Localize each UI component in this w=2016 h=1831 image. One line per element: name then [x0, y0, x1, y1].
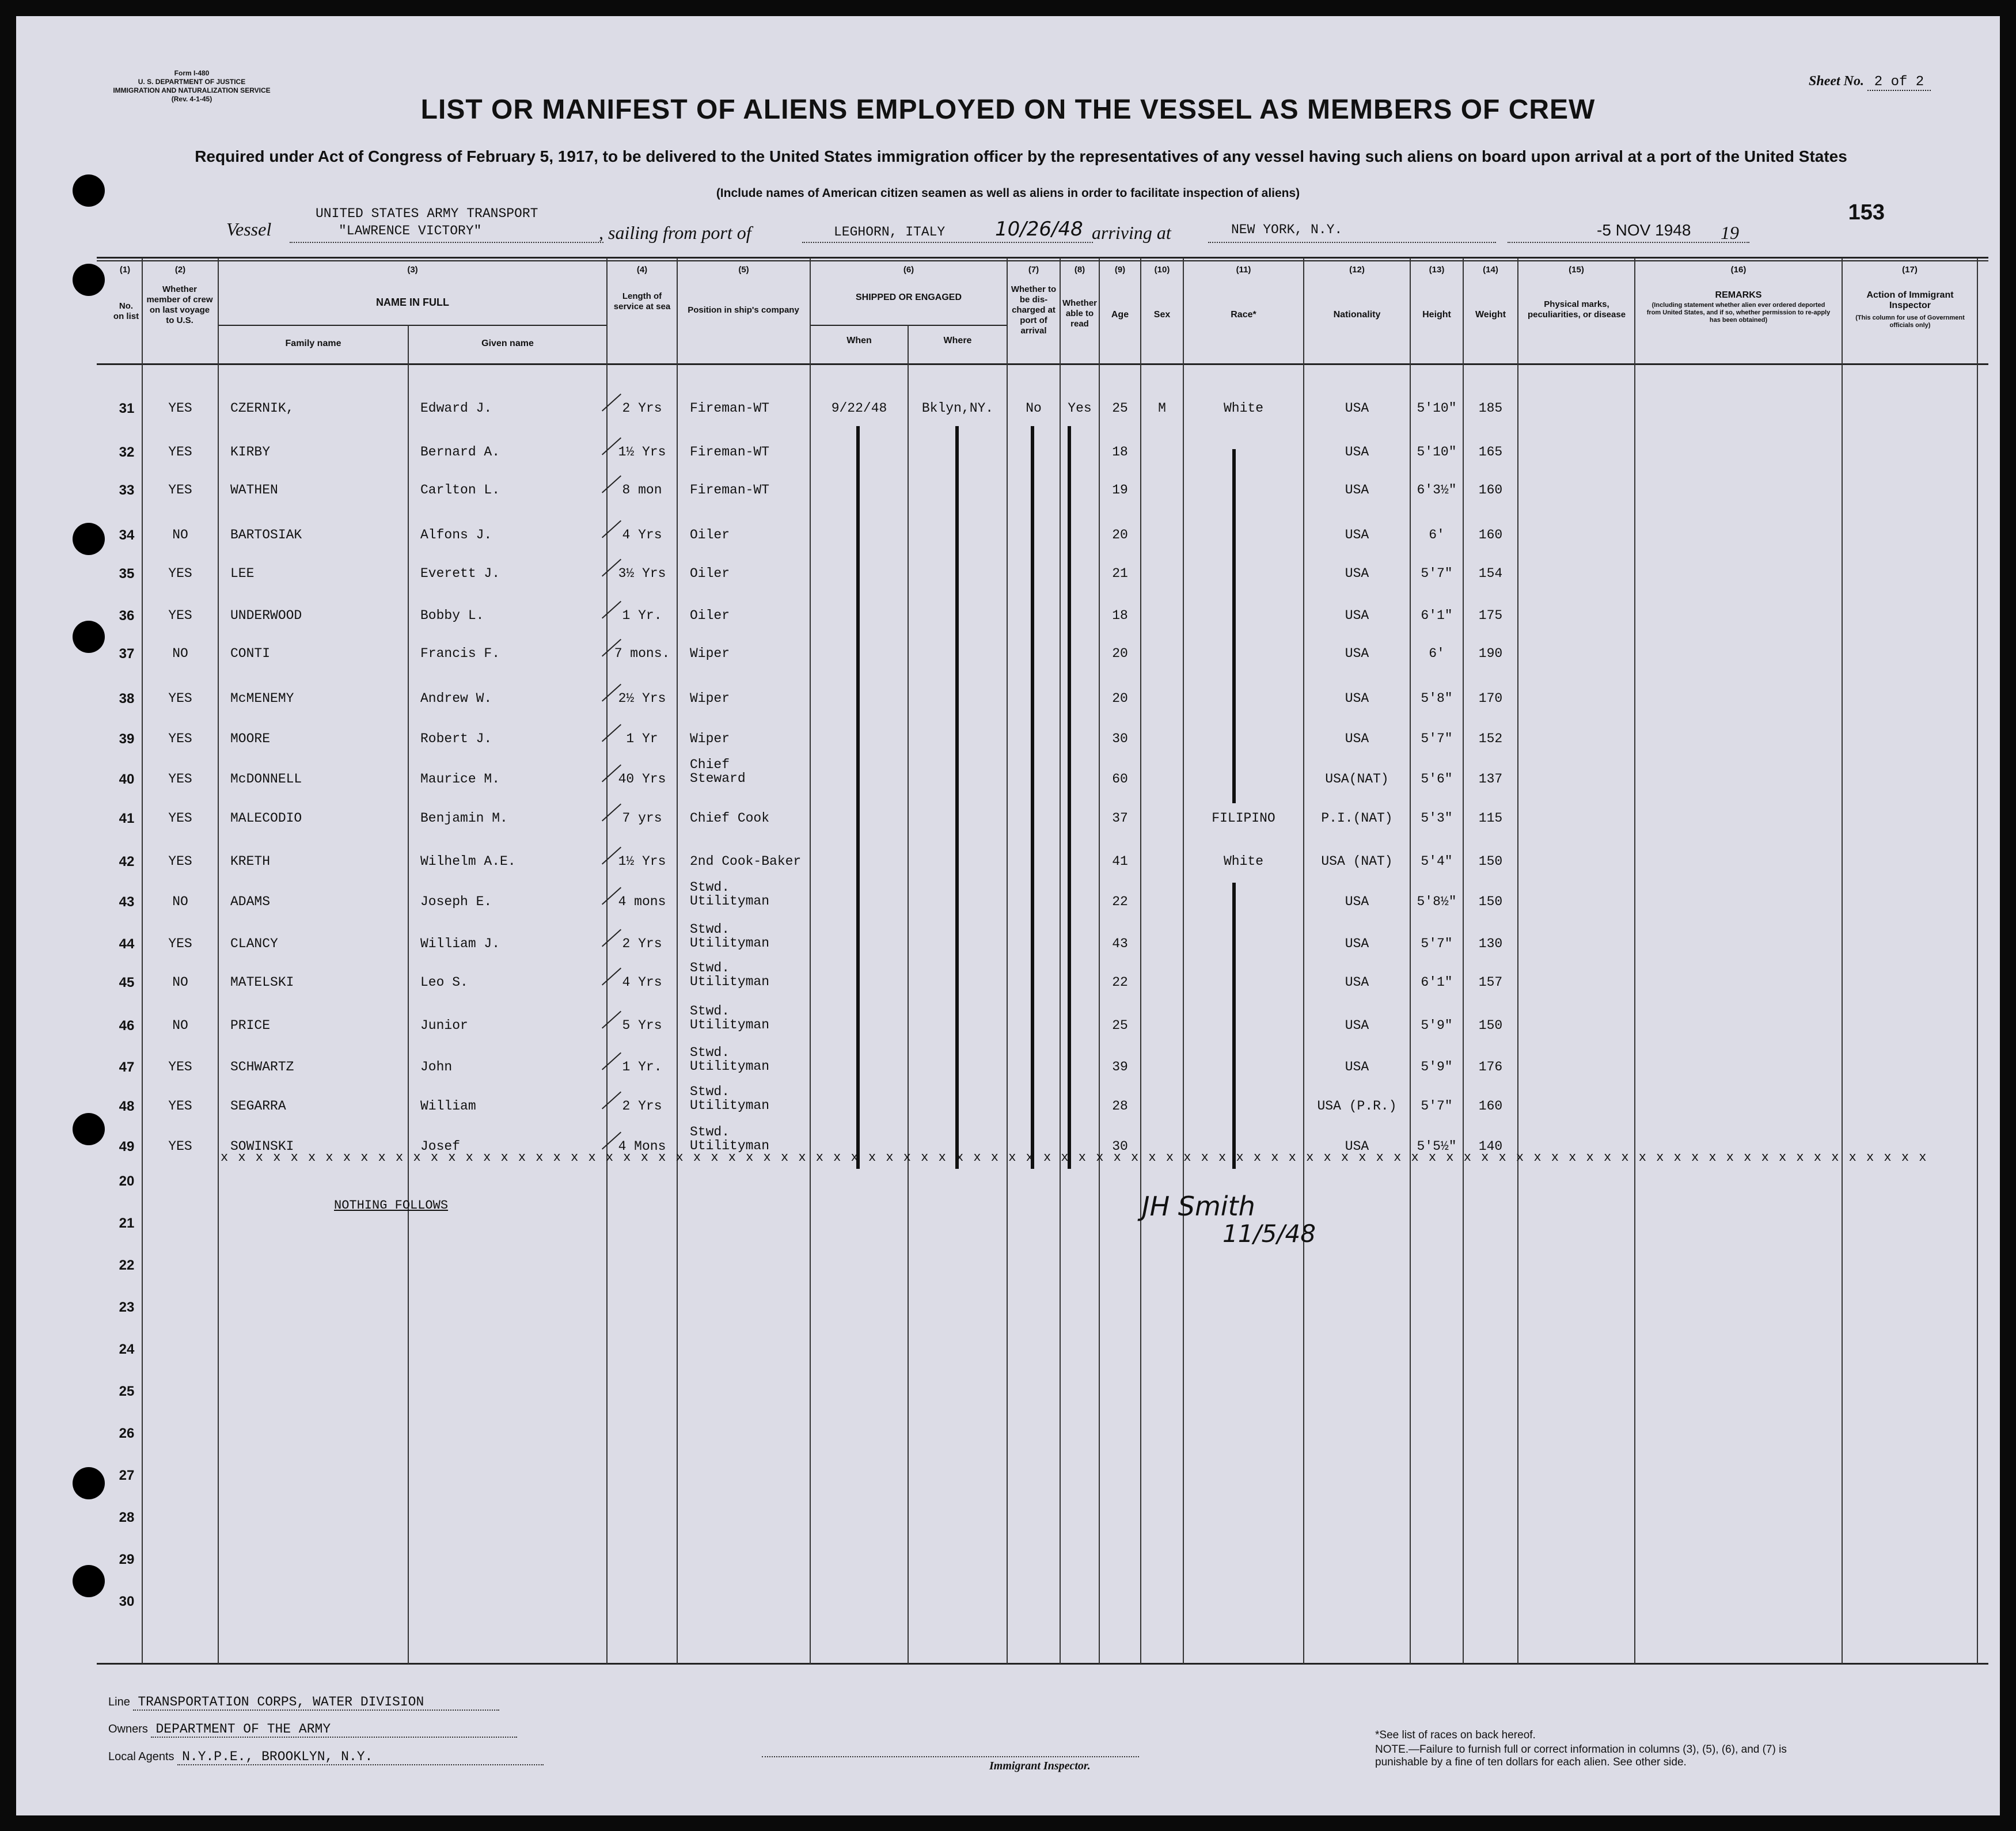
cell-member: YES [168, 401, 192, 416]
inspector-date: 11/5/48 [1222, 1220, 1316, 1248]
cell-height: 6'1" [1421, 975, 1453, 990]
cell-age: 43 [1112, 936, 1128, 951]
cell-age: 18 [1112, 608, 1128, 623]
vessel-name-line2: "LAWRENCE VICTORY" [339, 223, 482, 238]
header-discharged: Whether to be dis-charged at port of arrival [1011, 284, 1057, 336]
arrival-date-stamp: -5 NOV 1948 [1597, 221, 1691, 239]
cell-race: FILIPINO [1212, 811, 1275, 826]
form-number: Form I-480 [174, 69, 210, 77]
cell-height: 5'9" [1421, 1059, 1453, 1074]
cell-race: White [1223, 401, 1263, 416]
owners-value: DEPARTMENT OF THE ARMY [151, 1722, 517, 1738]
cell-nationality: USA [1345, 975, 1369, 990]
cell-nationality: USA [1345, 731, 1369, 746]
cell-position: 2nd Cook-Baker [690, 854, 802, 869]
col-num-2: (2) [174, 265, 186, 275]
col-num-16: (16) [1730, 265, 1747, 275]
vessel-name-line1: UNITED STATES ARMY TRANSPORT [316, 206, 538, 221]
cell-age: 22 [1112, 894, 1128, 909]
cell-member: YES [168, 772, 192, 787]
cell-no: 42 [119, 854, 135, 869]
sailing-label: , sailing from port of [599, 222, 751, 243]
cell-position: Fireman-WT [690, 483, 770, 497]
cell-height: 5'10" [1417, 401, 1457, 416]
cell-height: 5'7" [1421, 936, 1453, 951]
cell-no: 37 [119, 646, 135, 662]
header-name-in-full: NAME IN FULL [376, 297, 449, 308]
col-num-3: (3) [407, 265, 418, 275]
cell-age: 60 [1112, 772, 1128, 787]
cell-position: Stwd. Utilityman [690, 922, 770, 951]
cell-member: NO [172, 975, 188, 990]
header-age: Age [1111, 310, 1129, 320]
revision: (Rev. 4-1-45) [171, 95, 212, 103]
cell-where: Bklyn,NY. [921, 401, 994, 416]
cell-height: 5'10" [1417, 445, 1457, 459]
cell-weight: 150 [1478, 894, 1503, 909]
cell-height: 6'1" [1421, 608, 1453, 623]
header-weight: Weight [1475, 310, 1506, 320]
cell-member: YES [168, 731, 192, 746]
header-sex: Sex [1153, 310, 1171, 320]
cell-height: 5'7" [1421, 731, 1453, 746]
cell-nationality: USA [1345, 445, 1369, 459]
cell-given: William J. [420, 936, 500, 951]
cell-member: NO [172, 527, 188, 542]
cell-given: Edward J. [420, 401, 492, 416]
cell-member: NO [172, 894, 188, 909]
col-num-11: (11) [1236, 265, 1251, 275]
cell-sex: M [1158, 401, 1166, 416]
footer-owners [108, 1722, 517, 1738]
cell-member: YES [168, 566, 192, 581]
cell-position: Wiper [690, 731, 730, 746]
cell-given: Maurice M. [420, 772, 500, 787]
line-label: Line [108, 1696, 130, 1708]
year-prefix: 19 [1721, 222, 1739, 243]
cell-family: WATHEN [230, 483, 278, 497]
cell-service: 1½ Yrs [618, 854, 666, 869]
cell-weight: 175 [1478, 608, 1503, 623]
cell-nationality: USA(NAT) [1325, 772, 1389, 787]
page-number: 153 [1848, 200, 1885, 225]
cell-weight: 152 [1478, 731, 1503, 746]
cell-weight: 137 [1478, 772, 1503, 787]
cell-service: 4 Yrs [622, 975, 662, 990]
cell-height: 6' [1429, 527, 1445, 542]
cell-weight: 150 [1478, 854, 1503, 869]
cell-nationality: P.I.(NAT) [1321, 811, 1393, 826]
cell-given: Wilhelm A.E. [420, 854, 516, 869]
cell-position: Chief Cook [690, 811, 770, 826]
cell-service: 5 Yrs [622, 1018, 662, 1033]
cell-no: 43 [119, 894, 135, 910]
cell-no: 36 [119, 608, 135, 624]
cell-weight: 154 [1478, 566, 1503, 581]
cell-weight: 185 [1478, 401, 1503, 416]
ditto-mark [955, 426, 959, 1169]
cell-height: 5'5½" [1417, 1139, 1457, 1154]
cell-no: 32 [119, 445, 135, 460]
header-length-service: Length of service at sea [613, 291, 671, 312]
document-title: LIST OR MANIFEST OF ALIENS EMPLOYED ON THE VESSEL AS MEMBERS OF CREW [420, 94, 1596, 125]
cell-no: 40 [119, 772, 135, 787]
cell-family: MATELSKI [230, 975, 294, 990]
cell-race: White [1223, 854, 1263, 869]
cell-service: 4 Yrs [622, 527, 662, 542]
cell-member: YES [168, 811, 192, 826]
cell-read: Yes [1068, 401, 1092, 416]
cell-no: 48 [119, 1099, 135, 1114]
col-num-12: (12) [1349, 265, 1365, 275]
cell-no: 44 [119, 936, 135, 952]
cell-member: YES [168, 1099, 192, 1114]
cell-age: 25 [1112, 1018, 1128, 1033]
col-num-4: (4) [636, 265, 648, 275]
header-position: Position in ship's company [688, 305, 799, 315]
cell-age: 19 [1112, 483, 1128, 497]
line-number: 26 [119, 1426, 135, 1441]
line-number: 29 [119, 1552, 135, 1567]
cell-age: 39 [1112, 1059, 1128, 1074]
cell-height: 5'9" [1421, 1018, 1453, 1033]
arrival-port: NEW YORK, N.Y. [1231, 222, 1343, 237]
cell-no: 47 [119, 1059, 135, 1075]
cell-given: Joseph E. [420, 894, 492, 909]
agents-value: N.Y.P.E., BROOKLYN, N.Y. [177, 1749, 544, 1765]
cell-member: YES [168, 854, 192, 869]
cell-no: 46 [119, 1018, 135, 1034]
line-number: 30 [119, 1594, 135, 1609]
cell-family: KRETH [230, 854, 271, 869]
cell-no: 49 [119, 1139, 135, 1154]
cell-no: 39 [119, 731, 135, 747]
cell-family: SEGARRA [230, 1099, 286, 1114]
cell-family: CZERNIK, [230, 401, 294, 416]
ditto-mark [856, 426, 860, 1169]
cell-position: Stwd. Utilityman [690, 1125, 770, 1153]
cell-position: Stwd. Utilityman [690, 1084, 770, 1113]
include-note: (Include names of American citizen seamen as well as aliens in order to facilitate inspection of aliens) [716, 187, 1300, 200]
header-action-sub: (This column for use of Government officials only) [1855, 314, 1965, 329]
cell-nationality: USA [1345, 527, 1369, 542]
ditto-mark [1232, 883, 1236, 1169]
line-number: 23 [119, 1300, 135, 1315]
col-num-10: (10) [1154, 265, 1170, 275]
requirement-text: Required under Act of Congress of February 5, 1917, to be delivered to the United States immigration officer by the representatives of any vessel having such aliens on board upon arrival at a port of the United States [195, 147, 1847, 165]
header-remarks: REMARKS [1715, 290, 1762, 300]
cell-service: 2½ Yrs [618, 691, 666, 706]
cell-height: 5'3" [1421, 811, 1453, 826]
header-race: Race* [1231, 310, 1256, 320]
inspector-signature: JH Smith [1142, 1191, 1255, 1222]
cell-position: Oiler [690, 608, 730, 623]
cell-nationality: USA [1345, 483, 1369, 497]
ditto-mark [1031, 426, 1034, 1169]
cell-height: 5'8½" [1417, 894, 1457, 909]
cell-member: YES [168, 936, 192, 951]
cell-service: 4 Mons [618, 1139, 666, 1154]
cell-member: YES [168, 483, 192, 497]
cell-age: 22 [1112, 975, 1128, 990]
cell-age: 20 [1112, 527, 1128, 542]
footer-agents [108, 1749, 544, 1765]
punch-hole [73, 621, 105, 653]
cell-member: YES [168, 608, 192, 623]
cell-nationality: USA (P.R.) [1317, 1099, 1397, 1114]
cell-age: 18 [1112, 445, 1128, 459]
cell-position: Wiper [690, 691, 730, 706]
cell-age: 28 [1112, 1099, 1128, 1114]
cell-position: Fireman-WT [690, 445, 770, 459]
cell-weight: 176 [1478, 1059, 1503, 1074]
cell-nationality: USA [1345, 936, 1369, 951]
cell-no: 38 [119, 691, 135, 706]
cell-family: McMENEMY [230, 691, 294, 706]
immigrant-inspector-label: Immigrant Inspector. [989, 1760, 1091, 1772]
cell-service: 2 Yrs [622, 936, 662, 951]
cell-when: 9/22/48 [831, 401, 887, 416]
sheet-number [1809, 74, 1931, 91]
cell-weight: 190 [1478, 646, 1503, 661]
cell-given: Bobby L. [420, 608, 484, 623]
line-number: 28 [119, 1510, 135, 1525]
cell-height: 5'7" [1421, 566, 1453, 581]
col-num-5: (5) [738, 265, 749, 275]
cell-height: 5'7" [1421, 1099, 1453, 1114]
header-where: Where [943, 336, 972, 345]
cell-weight: 130 [1478, 936, 1503, 951]
cell-given: Junior [420, 1018, 468, 1033]
ditto-mark [1068, 426, 1071, 1169]
cell-family: UNDERWOOD [230, 608, 302, 623]
cell-family: MALECODIO [230, 811, 302, 826]
cell-no: 34 [119, 527, 135, 543]
cell-family: PRICE [230, 1018, 271, 1033]
cell-weight: 170 [1478, 691, 1503, 706]
cell-no: 41 [119, 811, 135, 826]
cell-age: 30 [1112, 731, 1128, 746]
cell-family: CLANCY [230, 936, 278, 951]
cell-no: 31 [119, 401, 135, 416]
cell-family: CONTI [230, 646, 271, 661]
cell-service: 7 yrs [622, 811, 662, 826]
cell-nationality: USA [1345, 691, 1369, 706]
cell-family: McDONNELL [230, 772, 302, 787]
cell-given: Alfons J. [420, 527, 492, 542]
punch-hole [73, 1467, 105, 1499]
cell-given: Francis F. [420, 646, 500, 661]
cell-position: Oiler [690, 566, 730, 581]
cell-weight: 165 [1478, 445, 1503, 459]
cell-nationality: USA [1345, 1059, 1369, 1074]
header-given-name: Given name [481, 339, 534, 348]
col-num-15: (15) [1569, 265, 1584, 275]
header-when: When [846, 336, 872, 345]
cell-position: Stwd. Utilityman [690, 1004, 770, 1032]
cell-height: 5'6" [1421, 772, 1453, 787]
col-num-6: (6) [903, 265, 914, 275]
sheet-value: 2 of 2 [1867, 74, 1931, 91]
cell-family: SOWINSKI [230, 1139, 294, 1154]
cell-nationality: USA [1345, 646, 1369, 661]
departure-port: LEGHORN, ITALY [834, 225, 946, 240]
header-action: Action of Immigrant Inspector [1866, 290, 1954, 310]
cell-given: Benjamin M. [420, 811, 508, 826]
cell-family: ADAMS [230, 894, 271, 909]
cell-family: LEE [230, 566, 255, 581]
cell-weight: 115 [1478, 811, 1503, 826]
col-num-9: (9) [1114, 265, 1126, 275]
penalty-note: NOTE.—Failure to furnish full or correct information in columns (3), (5), (6), and (7) is punishable by a fine of ten dollars for each alien. See other side. [1375, 1743, 1787, 1768]
cell-member: YES [168, 1139, 192, 1154]
owners-label: Owners [108, 1723, 148, 1735]
header-family-name: Family name [285, 339, 341, 348]
cell-member: YES [168, 445, 192, 459]
cell-service: 2 Yrs [622, 401, 662, 416]
cell-service: 7 mons. [614, 646, 670, 661]
cell-nationality: USA (NAT) [1321, 854, 1393, 869]
cell-position: Chief Steward [690, 757, 746, 786]
cell-age: 37 [1112, 811, 1128, 826]
cell-nationality: USA [1345, 566, 1369, 581]
cell-member: NO [172, 646, 188, 661]
cell-service: 1 Yr. [622, 608, 662, 623]
cell-service: 4 mons [618, 894, 666, 909]
line-value: TRANSPORTATION CORPS, WATER DIVISION [133, 1695, 499, 1711]
cell-nationality: USA [1345, 1139, 1369, 1154]
arriving-label: arriving at [1092, 222, 1171, 243]
cell-discharge: No [1026, 401, 1042, 416]
cell-family: KIRBY [230, 445, 271, 459]
cell-service: 1 Yr [626, 731, 658, 746]
cell-weight: 150 [1478, 1018, 1503, 1033]
service: IMMIGRATION AND NATURALIZATION SERVICE [113, 86, 271, 94]
cell-age: 41 [1112, 854, 1128, 869]
cell-position: Stwd. Utilityman [690, 880, 770, 909]
cell-position: Wiper [690, 646, 730, 661]
cell-service: 8 mon [622, 483, 662, 497]
line-number: 25 [119, 1384, 135, 1399]
cell-given: Josef [420, 1139, 461, 1154]
cell-family: SCHWARTZ [230, 1059, 294, 1074]
cell-nationality: USA [1345, 894, 1369, 909]
line-number: 20 [119, 1173, 135, 1189]
col-num-8: (8) [1074, 265, 1085, 275]
header-member-last-voyage: Whether member of crew on last voyage to U.S. [146, 284, 213, 325]
cell-no: 35 [119, 566, 135, 582]
cell-height: 5'4" [1421, 854, 1453, 869]
cell-service: 1 Yr. [622, 1059, 662, 1074]
cell-family: MOORE [230, 731, 271, 746]
cell-service: 3½ Yrs [618, 566, 666, 581]
cell-given: William [420, 1099, 476, 1114]
cell-family: BARTOSIAK [230, 527, 302, 542]
cell-nationality: USA [1345, 608, 1369, 623]
cell-given: Andrew W. [420, 691, 492, 706]
manifest-sheet [16, 16, 2000, 1815]
punch-hole [73, 523, 105, 555]
cell-no: 45 [119, 975, 135, 990]
cell-position: Stwd. Utilityman [690, 1045, 770, 1074]
ditto-mark [1232, 449, 1236, 803]
cell-height: 6' [1429, 646, 1445, 661]
cell-no: 33 [119, 483, 135, 498]
cell-service: 40 Yrs [618, 772, 666, 787]
cell-service: 1½ Yrs [618, 445, 666, 459]
cell-given: Leo S. [420, 975, 468, 990]
cell-weight: 160 [1478, 527, 1503, 542]
cell-given: John [420, 1059, 453, 1074]
col-num-14: (14) [1483, 265, 1498, 275]
cell-height: 6'3½" [1417, 483, 1457, 497]
cell-weight: 140 [1478, 1139, 1503, 1154]
cell-nationality: USA [1345, 401, 1369, 416]
punch-hole [73, 1565, 105, 1597]
cell-nationality: USA [1345, 1018, 1369, 1033]
punch-hole [73, 264, 105, 296]
line-number: 27 [119, 1468, 135, 1483]
col-num-7: (7) [1028, 265, 1039, 275]
header-no-on-list: No. on list [113, 301, 139, 321]
cell-member: YES [168, 691, 192, 706]
punch-hole [73, 1113, 105, 1145]
vessel-label: Vessel [226, 219, 272, 240]
line-number: 21 [119, 1215, 135, 1231]
header-height: Height [1422, 310, 1451, 320]
col-num-1: (1) [119, 265, 131, 275]
departure-date: 10/26/48 [995, 218, 1083, 241]
sheet-label: Sheet No. [1809, 74, 1864, 89]
cell-service: 2 Yrs [622, 1099, 662, 1114]
col-num-13: (13) [1429, 265, 1445, 275]
cell-age: 20 [1112, 691, 1128, 706]
cell-age: 30 [1112, 1139, 1128, 1154]
cell-position: Oiler [690, 527, 730, 542]
nothing-follows: NOTHING FOLLOWS [334, 1198, 449, 1213]
cell-position: Stwd. Utilityman [690, 960, 770, 989]
end-marker: x x x x x x x x x x x x x x x x x x x x x x x x x x x x x x x x x x x x x x x x x x x x x x x x x x x x x x x x x x x x x x x x x x x x x x x x x x x x x x x x x x x x x x x x x x x x x x x x x x [221, 1150, 1928, 1165]
col-num-17: (17) [1902, 265, 1918, 275]
footer-line [108, 1695, 499, 1711]
cell-weight: 160 [1478, 483, 1503, 497]
department: U. S. DEPARTMENT OF JUSTICE [138, 78, 246, 86]
header-nationality: Nationality [1333, 310, 1381, 320]
header-able-to-read: Whether able to read [1062, 298, 1097, 329]
cell-weight: 160 [1478, 1099, 1503, 1114]
cell-given: Bernard A. [420, 445, 500, 459]
header-remarks-sub: (Including statement whether alien ever ordered deported from United States, and if so, whether permission to re-apply has been obtained) [1646, 302, 1831, 324]
line-number: 24 [119, 1342, 135, 1357]
cell-age: 20 [1112, 646, 1128, 661]
cell-weight: 157 [1478, 975, 1503, 990]
cell-age: 21 [1112, 566, 1128, 581]
cell-age: 25 [1112, 401, 1128, 416]
header-shipped-engaged: SHIPPED OR ENGAGED [855, 292, 962, 302]
header-physical-marks: Physical marks, peculiarities, or disease [1527, 299, 1626, 320]
cell-member: NO [172, 1018, 188, 1033]
cell-position: Fireman-WT [690, 401, 770, 416]
line-number: 22 [119, 1258, 135, 1273]
cell-height: 5'8" [1421, 691, 1453, 706]
cell-member: YES [168, 1059, 192, 1074]
cell-given: Robert J. [420, 731, 492, 746]
races-note: *See list of races on back hereof. [1375, 1729, 1536, 1741]
agents-label: Local Agents [108, 1750, 174, 1763]
cell-given: Everett J. [420, 566, 500, 581]
cell-given: Carlton L. [420, 483, 500, 497]
